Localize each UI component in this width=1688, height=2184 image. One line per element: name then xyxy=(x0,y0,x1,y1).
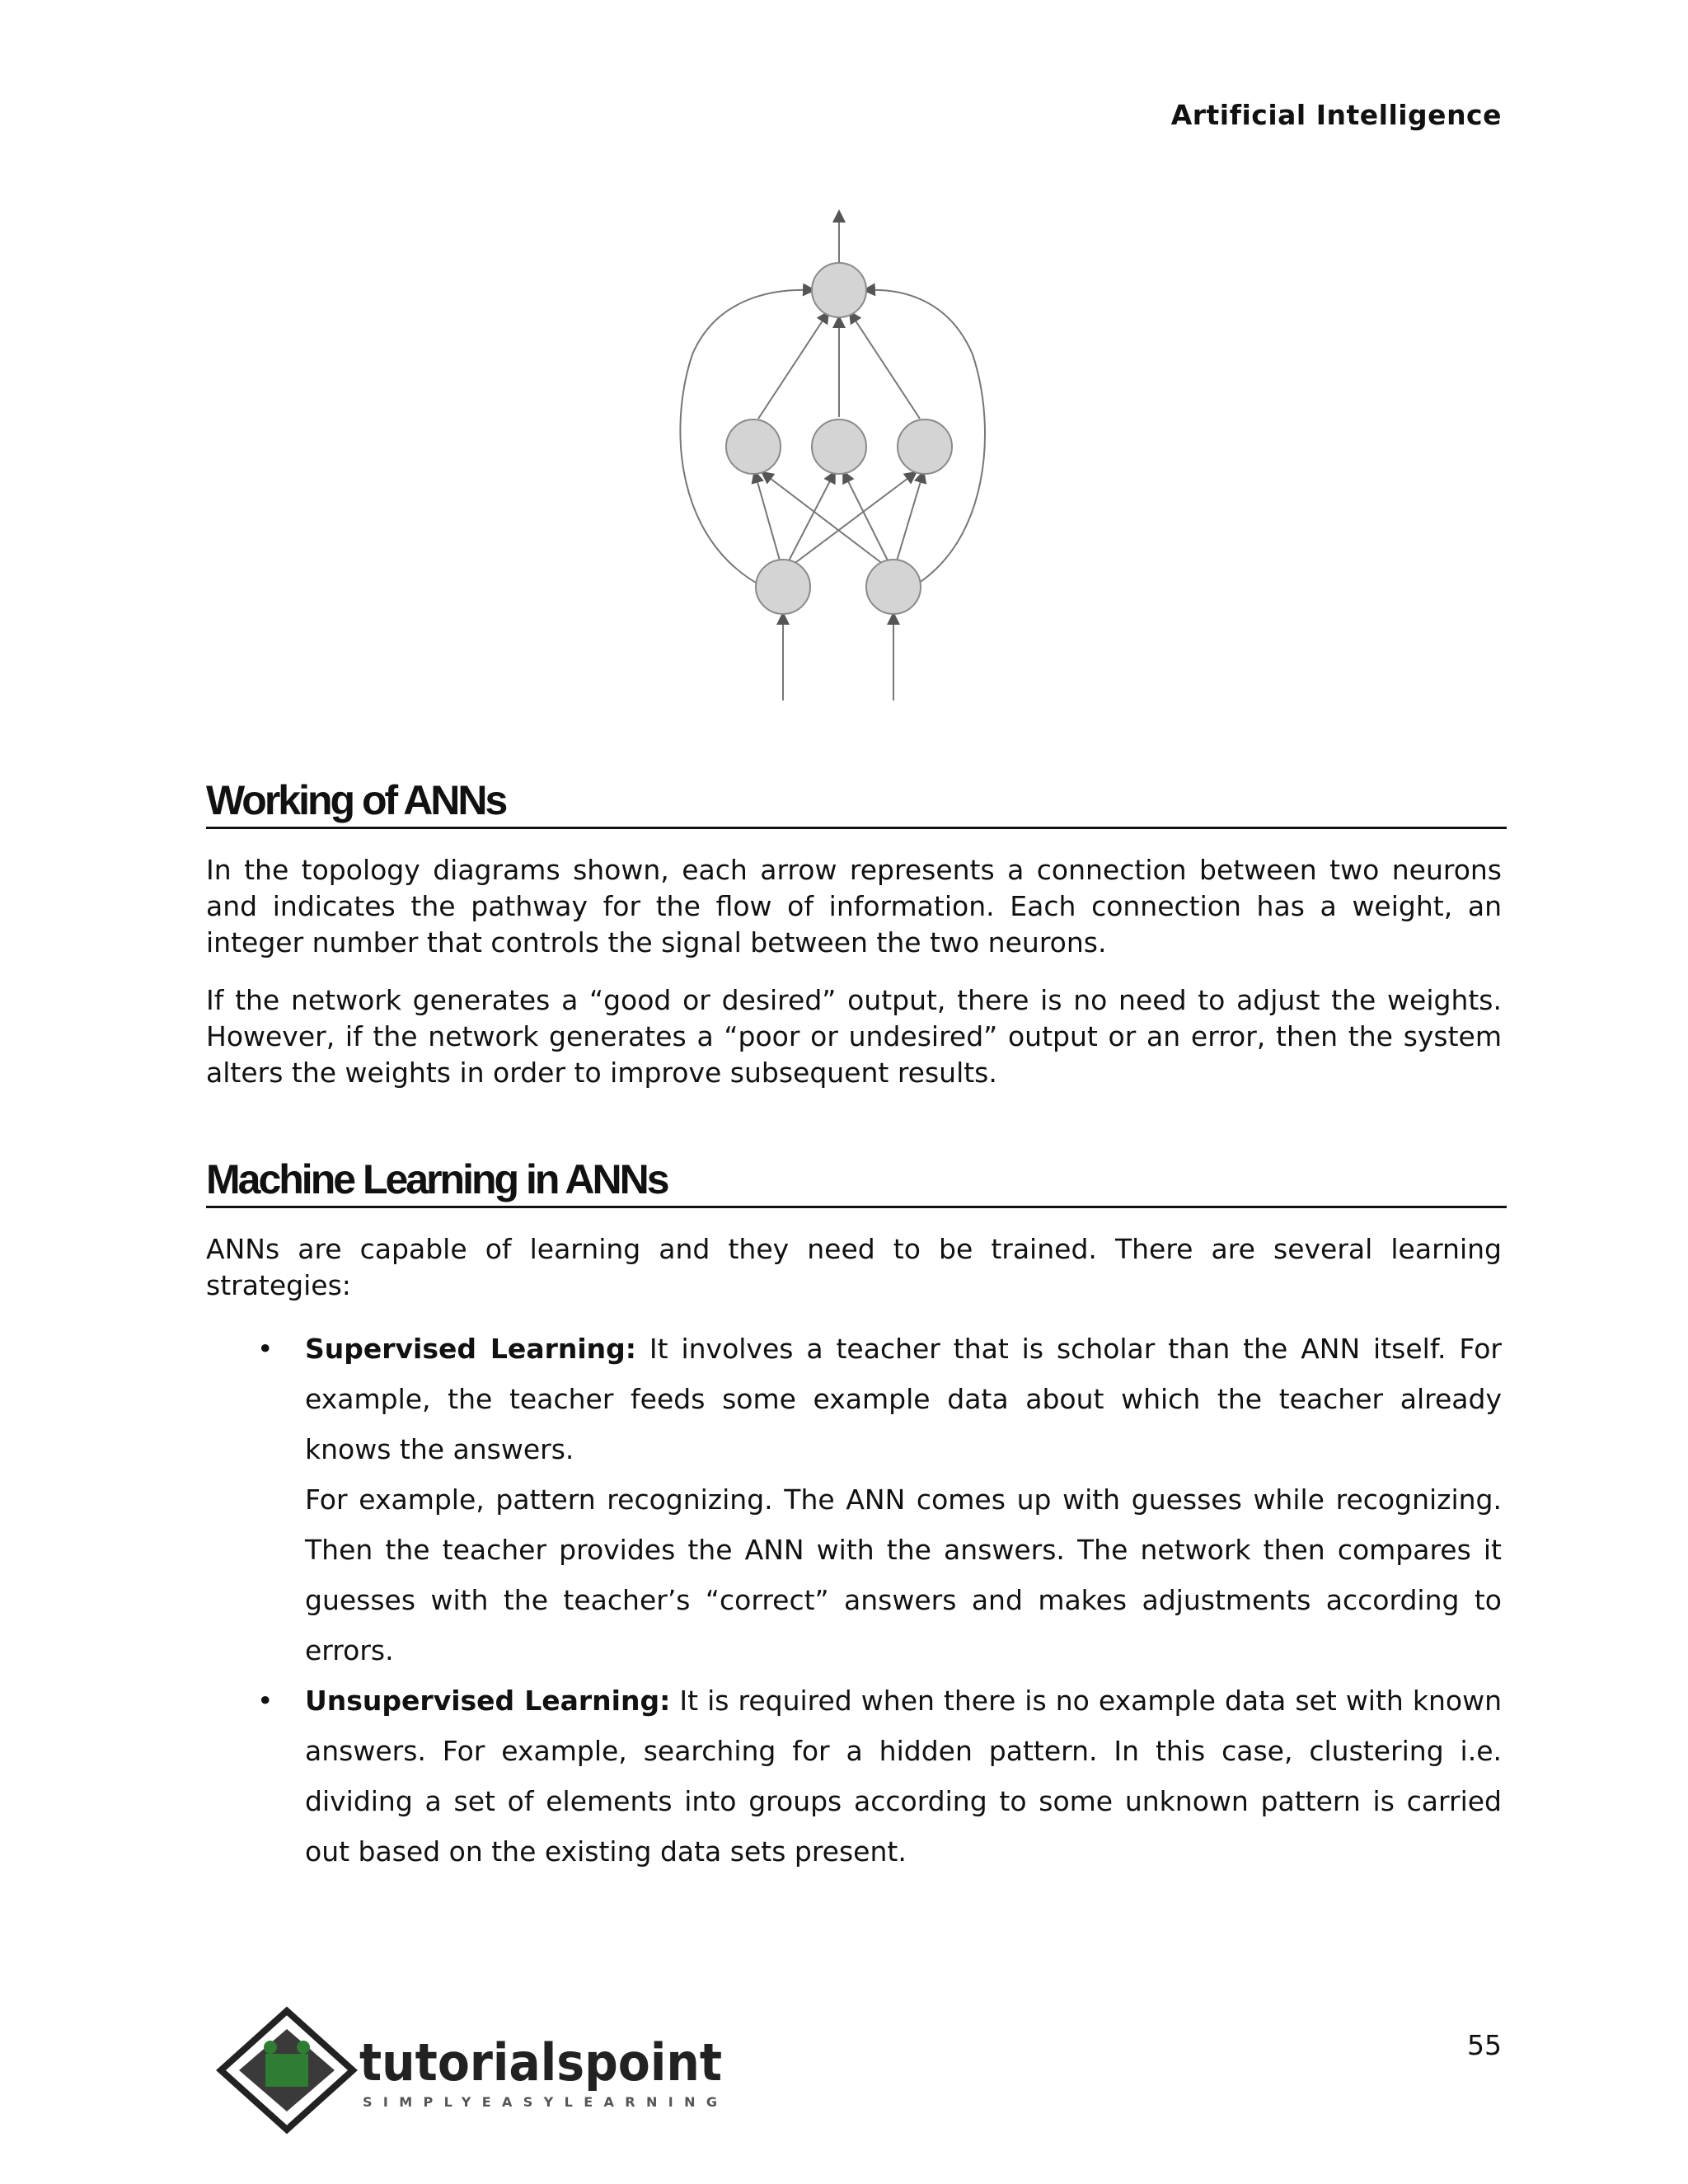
logo-diamond-icon xyxy=(221,2011,353,2130)
list-item xyxy=(206,1675,1502,1877)
hidden-node xyxy=(726,419,781,474)
list-item-text: It is required when there is no example data set with known answers. For example, searching for a hidden pattern. In this case, clustering i.e. dividing a set of elements into groups according to some unknown pattern is carried out based on the existing data sets present. xyxy=(305,1685,1502,1868)
bullet-icon: • xyxy=(257,1333,274,1365)
logo-tagline: SIMPLYEASYLEARNING xyxy=(363,2094,717,2110)
section-heading-working-of-anns: Working of ANNs xyxy=(206,778,1507,829)
hidden-node xyxy=(812,419,866,474)
output-node xyxy=(812,263,866,317)
input-node xyxy=(866,560,921,614)
list-item-continuation: For example, pattern recognizing. The ANN comes up with guesses while recognizing. Then the teacher provides the ANN with the answers. The network then compares it guesses with the teacher’s “correct” answers and makes adjustments according to errors. xyxy=(305,1483,1502,1666)
learning-strategies-list xyxy=(206,1324,1502,1877)
paragraph: ANNs are capable of learning and they need to be trained. There are several learning strategies: xyxy=(206,1233,1502,1301)
paragraph: If the network generates a “good or desired” output, there is no need to adjust the weights. However, if the network generates a “poor or undesired” output or an error, then the system alters the weights in order to improve subsequent results. xyxy=(206,984,1502,1089)
bullet-icon: • xyxy=(257,1685,274,1717)
tutorialspoint-logo xyxy=(213,2004,740,2136)
ann-topology-diagram xyxy=(659,198,1006,709)
diagram-nodes xyxy=(726,263,952,614)
paragraph: In the topology diagrams shown, each arrow represents a connection between two neurons and indicates the pathway for the flow of information. Each connection has a weight, an integer number that controls the signal between the two neurons. xyxy=(206,854,1502,958)
list-item-term: Supervised Learning: xyxy=(305,1333,636,1365)
page-number: 55 xyxy=(1467,2029,1502,2061)
list-item-text: It involves a teacher that is scholar than the ANN itself. For example, the teacher feeds some example data about which the teacher already knows the answers. xyxy=(305,1333,1502,1465)
running-header: Artificial Intelligence xyxy=(1170,99,1502,131)
list-item xyxy=(206,1324,1502,1675)
input-node xyxy=(756,560,810,614)
hidden-node xyxy=(898,419,952,474)
list-item-term: Unsupervised Learning: xyxy=(305,1685,671,1717)
section-heading-machine-learning-in-anns: Machine Learning in ANNs xyxy=(206,1157,1507,1208)
logo-wordmark: tutorialspoint xyxy=(359,2032,722,2093)
